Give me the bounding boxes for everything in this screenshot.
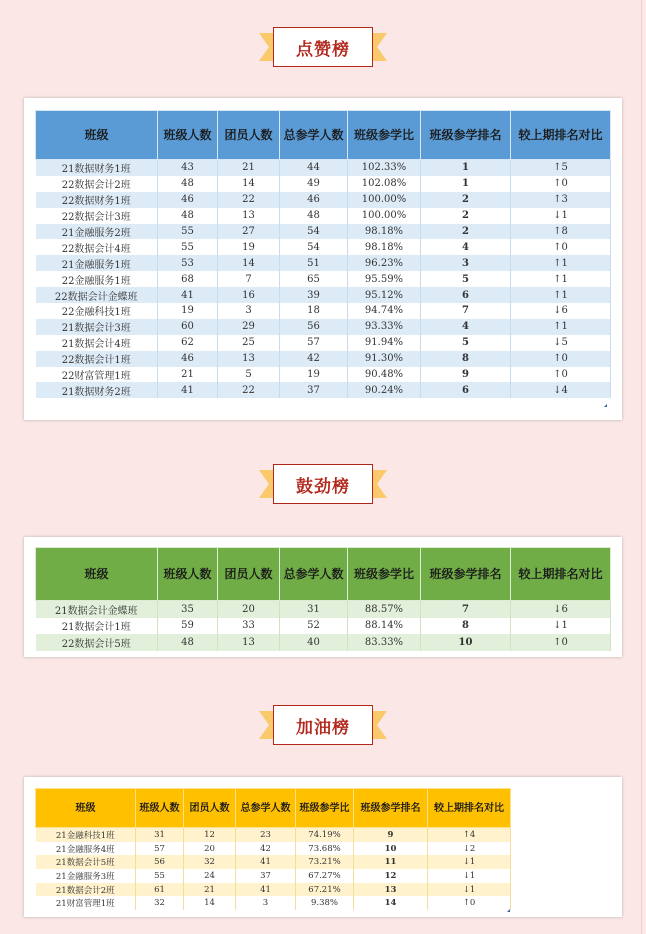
- cell-ratio: 91.30%: [348, 351, 421, 367]
- cell-members: 5: [218, 367, 280, 383]
- cell-members: 13: [218, 634, 280, 651]
- cell-participants: 52: [280, 618, 348, 635]
- cell-members: 13: [218, 351, 280, 367]
- cell-participants: 31: [280, 601, 348, 618]
- cell-change: ↓1: [428, 883, 511, 897]
- cell-ratio: 74.19%: [296, 828, 354, 842]
- cell-class-size: 41: [158, 287, 218, 303]
- cell-participants: 54: [280, 224, 348, 240]
- col-members: 团员人数: [218, 111, 280, 160]
- cell-participants: 19: [280, 367, 348, 383]
- cell-change: ↑1: [511, 287, 611, 303]
- cell-members: 22: [218, 192, 280, 208]
- cell-ratio: 90.24%: [348, 382, 421, 398]
- cell-members: 24: [184, 869, 236, 883]
- page-border: [641, 0, 642, 934]
- cell-class: 22数据财务1班: [36, 192, 158, 208]
- cell-members: 7: [218, 271, 280, 287]
- cell-ratio: 83.33%: [348, 634, 421, 651]
- table-row: [36, 255, 611, 271]
- cell-members: 12: [184, 828, 236, 842]
- table-row: [36, 883, 511, 897]
- cell-members: 14: [218, 176, 280, 192]
- col-class-size: 班级人数: [136, 789, 184, 828]
- cell-change: ↓1: [428, 869, 511, 883]
- cell-class-size: 62: [158, 335, 218, 351]
- table-row: [36, 828, 511, 842]
- cell-change: ↑5: [511, 160, 611, 176]
- cell-ratio: 93.33%: [348, 319, 421, 335]
- cell-participants: 56: [280, 319, 348, 335]
- cell-change: ↑1: [511, 271, 611, 287]
- cell-class-size: 19: [158, 303, 218, 319]
- cell-members: 25: [218, 335, 280, 351]
- cell-members: 22: [218, 382, 280, 398]
- table-row: [36, 618, 611, 635]
- cell-rank: 8: [421, 618, 511, 635]
- cell-rank: 8: [421, 351, 511, 367]
- cell-rank: 14: [354, 896, 428, 910]
- cell-members: 13: [218, 208, 280, 224]
- cell-participants: 48: [280, 208, 348, 224]
- cell-ratio: 95.12%: [348, 287, 421, 303]
- cell-members: 3: [218, 303, 280, 319]
- cell-change: ↑1: [511, 255, 611, 271]
- cell-change: ↓4: [511, 382, 611, 398]
- cell-class: 22数据会计1班: [36, 351, 158, 367]
- table-row: [36, 367, 611, 383]
- cell-rank: 3: [421, 255, 511, 271]
- table-row: [36, 287, 611, 303]
- cell-change: ↑0: [511, 367, 611, 383]
- cell-class: 21金融服务4班: [36, 842, 136, 856]
- cell-participants: 42: [280, 351, 348, 367]
- cell-participants: 37: [236, 869, 296, 883]
- cell-class-size: 53: [158, 255, 218, 271]
- col-ratio: 班级参学比: [348, 548, 421, 601]
- cell-rank: 2: [421, 208, 511, 224]
- cell-rank: 1: [421, 160, 511, 176]
- cell-class: 21数据会计5班: [36, 855, 136, 869]
- col-participants: 总参学人数: [236, 789, 296, 828]
- cell-rank: 1: [421, 176, 511, 192]
- cell-class: 21数据会计4班: [36, 335, 158, 351]
- col-class: 班级: [36, 111, 158, 160]
- col-class: 班级: [36, 548, 158, 601]
- cell-ratio: 88.57%: [348, 601, 421, 618]
- table-row: [36, 192, 611, 208]
- cell-change: ↓5: [511, 335, 611, 351]
- cell-class-size: 55: [136, 869, 184, 883]
- cell-class-size: 46: [158, 192, 218, 208]
- col-rank: 班级参学排名: [354, 789, 428, 828]
- col-rank: 班级参学排名: [421, 548, 511, 601]
- cell-participants: 54: [280, 239, 348, 255]
- cell-change: ↑8: [511, 224, 611, 240]
- col-class-size: 班级人数: [158, 111, 218, 160]
- cell-members: 32: [184, 855, 236, 869]
- cell-members: 19: [218, 239, 280, 255]
- cell-rank: 6: [421, 287, 511, 303]
- cell-participants: 65: [280, 271, 348, 287]
- cell-class-size: 48: [158, 634, 218, 651]
- cell-rank: 11: [354, 855, 428, 869]
- cell-class-size: 43: [158, 160, 218, 176]
- cell-class: 21数据财务1班: [36, 160, 158, 176]
- cell-participants: 49: [280, 176, 348, 192]
- cell-class: 22数据会计5班: [36, 634, 158, 651]
- table-row: [36, 601, 611, 618]
- col-participants: 总参学人数: [280, 111, 348, 160]
- cell-members: 21: [184, 883, 236, 897]
- cell-change: ↑1: [511, 319, 611, 335]
- cell-change: ↓1: [428, 855, 511, 869]
- cell-ratio: 98.18%: [348, 224, 421, 240]
- badge-title: 鼓劲榜: [273, 464, 373, 504]
- table-row: [36, 271, 611, 287]
- badge-praise: [259, 27, 387, 67]
- cell-participants: 51: [280, 255, 348, 271]
- cell-ratio: 96.23%: [348, 255, 421, 271]
- cell-members: 16: [218, 287, 280, 303]
- table-row: [36, 303, 611, 319]
- cell-members: 29: [218, 319, 280, 335]
- cell-change: ↓6: [511, 303, 611, 319]
- cell-rank: 5: [421, 335, 511, 351]
- cell-participants: 18: [280, 303, 348, 319]
- cell-ratio: 67.21%: [296, 883, 354, 897]
- praise-body: [36, 160, 611, 399]
- cheer-table: [35, 788, 511, 910]
- cell-participants: 40: [280, 634, 348, 651]
- cell-rank: 5: [421, 271, 511, 287]
- col-rank: 班级参学排名: [421, 111, 511, 160]
- cell-class-size: 56: [136, 855, 184, 869]
- encourage-body: [36, 601, 611, 651]
- col-participants: 总参学人数: [280, 548, 348, 601]
- cell-ratio: 100.00%: [348, 208, 421, 224]
- table-row: [36, 351, 611, 367]
- cell-change: ↑0: [511, 176, 611, 192]
- col-class-size: 班级人数: [158, 548, 218, 601]
- badge-title: 点赞榜: [273, 27, 373, 67]
- header-row: [36, 111, 611, 160]
- cheer-body: [36, 828, 511, 911]
- encourage-card: [24, 537, 622, 657]
- cell-rank: 7: [421, 303, 511, 319]
- cell-class-size: 46: [158, 351, 218, 367]
- cell-class-size: 55: [158, 224, 218, 240]
- cell-ratio: 9.38%: [296, 896, 354, 910]
- cell-class: 22数据会计2班: [36, 176, 158, 192]
- cell-class: 21数据会计2班: [36, 883, 136, 897]
- table-row: [36, 335, 611, 351]
- table-row: [36, 896, 511, 910]
- cell-class: 21数据会计1班: [36, 618, 158, 635]
- cell-ratio: 94.74%: [348, 303, 421, 319]
- cell-members: 27: [218, 224, 280, 240]
- table-row: [36, 319, 611, 335]
- cell-change: ↑4: [428, 828, 511, 842]
- cell-participants: 42: [236, 842, 296, 856]
- cell-ratio: 73.68%: [296, 842, 354, 856]
- table-row: [36, 382, 611, 398]
- cell-class: 21金融服务1班: [36, 255, 158, 271]
- cell-change: ↑0: [511, 239, 611, 255]
- cell-class: 21金融服务3班: [36, 869, 136, 883]
- cell-class-size: 31: [136, 828, 184, 842]
- cell-ratio: 95.59%: [348, 271, 421, 287]
- cell-rank: 10: [354, 842, 428, 856]
- cell-participants: 23: [236, 828, 296, 842]
- header-row: [36, 789, 511, 828]
- cell-rank: 9: [421, 367, 511, 383]
- cell-change: ↓2: [428, 842, 511, 856]
- cell-participants: 44: [280, 160, 348, 176]
- cell-class: 21金融科技1班: [36, 828, 136, 842]
- cell-class-size: 41: [158, 382, 218, 398]
- table-corner-mark: [604, 404, 607, 407]
- table-row: [36, 869, 511, 883]
- cell-class-size: 32: [136, 896, 184, 910]
- header-row: [36, 548, 611, 601]
- cell-members: 14: [184, 896, 236, 910]
- cell-members: 21: [218, 160, 280, 176]
- cell-class-size: 61: [136, 883, 184, 897]
- cell-class: 21数据会计金蝶班: [36, 601, 158, 618]
- table-row: [36, 208, 611, 224]
- cell-participants: 41: [236, 883, 296, 897]
- cell-ratio: 73.21%: [296, 855, 354, 869]
- cell-rank: 12: [354, 869, 428, 883]
- cell-participants: 3: [236, 896, 296, 910]
- cell-participants: 46: [280, 192, 348, 208]
- cell-class: 22数据会计金蝶班: [36, 287, 158, 303]
- cell-change: ↑0: [428, 896, 511, 910]
- cell-ratio: 90.48%: [348, 367, 421, 383]
- cell-class-size: 48: [158, 208, 218, 224]
- cell-ratio: 67.27%: [296, 869, 354, 883]
- cell-class: 22数据会计3班: [36, 208, 158, 224]
- cell-change: ↓1: [511, 618, 611, 635]
- cell-class: 22数据会计4班: [36, 239, 158, 255]
- col-change: 较上期排名对比: [428, 789, 511, 828]
- cell-change: ↓1: [511, 208, 611, 224]
- cell-change: ↓6: [511, 601, 611, 618]
- cell-rank: 6: [421, 382, 511, 398]
- cell-class-size: 57: [136, 842, 184, 856]
- cell-rank: 2: [421, 224, 511, 240]
- col-ratio: 班级参学比: [348, 111, 421, 160]
- cell-participants: 37: [280, 382, 348, 398]
- cell-class: 21金融服务2班: [36, 224, 158, 240]
- cell-rank: 4: [421, 239, 511, 255]
- encourage-table: [35, 547, 611, 651]
- cell-class: 22财富管理1班: [36, 367, 158, 383]
- cheer-card: [24, 777, 622, 917]
- col-change: 较上期排名对比: [511, 548, 611, 601]
- badge-cheer: [259, 705, 387, 745]
- cell-members: 20: [218, 601, 280, 618]
- table-row: [36, 634, 611, 651]
- table-corner-mark: [507, 909, 510, 912]
- cell-ratio: 91.94%: [348, 335, 421, 351]
- table-row: [36, 842, 511, 856]
- cell-rank: 2: [421, 192, 511, 208]
- cell-ratio: 100.00%: [348, 192, 421, 208]
- col-members: 团员人数: [184, 789, 236, 828]
- badge-title: 加油榜: [273, 705, 373, 745]
- cell-class: 21财富管理1班: [36, 896, 136, 910]
- cell-rank: 10: [421, 634, 511, 651]
- cell-class-size: 55: [158, 239, 218, 255]
- col-class: 班级: [36, 789, 136, 828]
- cell-ratio: 102.08%: [348, 176, 421, 192]
- cell-ratio: 102.33%: [348, 160, 421, 176]
- badge-encourage: [259, 464, 387, 504]
- cell-rank: 13: [354, 883, 428, 897]
- table-row: [36, 176, 611, 192]
- cell-class-size: 48: [158, 176, 218, 192]
- cell-class-size: 59: [158, 618, 218, 635]
- cell-change: ↑0: [511, 351, 611, 367]
- table-row: [36, 855, 511, 869]
- cell-change: ↑0: [511, 634, 611, 651]
- table-row: [36, 160, 611, 176]
- cell-class-size: 60: [158, 319, 218, 335]
- cell-members: 20: [184, 842, 236, 856]
- cell-class-size: 21: [158, 367, 218, 383]
- cell-rank: 4: [421, 319, 511, 335]
- cell-participants: 39: [280, 287, 348, 303]
- cell-class: 21数据会计3班: [36, 319, 158, 335]
- cell-participants: 41: [236, 855, 296, 869]
- col-change: 较上期排名对比: [511, 111, 611, 160]
- cell-ratio: 98.18%: [348, 239, 421, 255]
- table-row: [36, 224, 611, 240]
- cell-rank: 7: [421, 601, 511, 618]
- cell-participants: 57: [280, 335, 348, 351]
- cell-members: 14: [218, 255, 280, 271]
- cell-class-size: 68: [158, 271, 218, 287]
- cell-members: 33: [218, 618, 280, 635]
- col-members: 团员人数: [218, 548, 280, 601]
- col-ratio: 班级参学比: [296, 789, 354, 828]
- cell-class-size: 35: [158, 601, 218, 618]
- cell-rank: 9: [354, 828, 428, 842]
- cell-class: 21数据财务2班: [36, 382, 158, 398]
- praise-table: [35, 110, 611, 398]
- cell-class: 22金融科技1班: [36, 303, 158, 319]
- praise-card: [24, 98, 622, 420]
- cell-ratio: 88.14%: [348, 618, 421, 635]
- cell-class: 22金融服务1班: [36, 271, 158, 287]
- table-row: [36, 239, 611, 255]
- cell-change: ↑3: [511, 192, 611, 208]
